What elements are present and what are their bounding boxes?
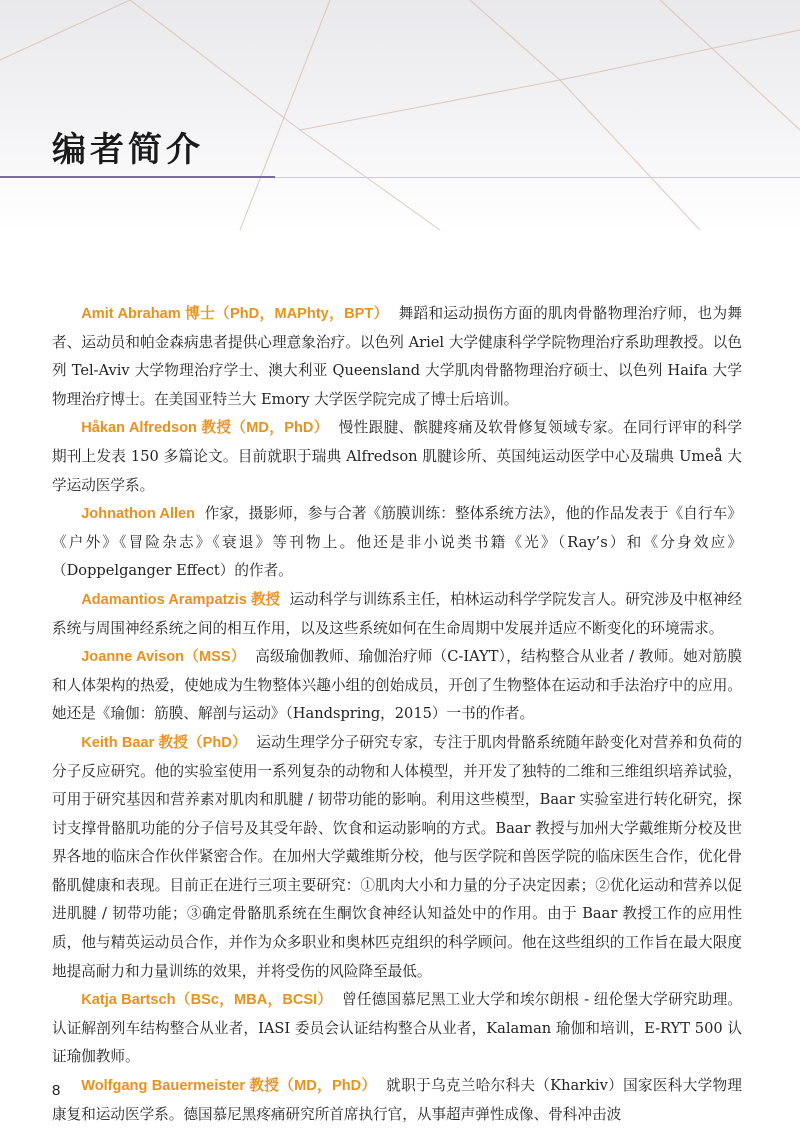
- contributor-name: Amit Abraham 博士（PhD，MAPhty，BPT）: [81, 306, 389, 322]
- contributor-entry: [52, 1072, 742, 1129]
- contributor-name: Joanne Avison（MSS）: [81, 649, 246, 666]
- title-underline: [0, 176, 275, 178]
- contributor-name: Katja Bartsch（BSc，MBA，BCSI）: [81, 992, 333, 1009]
- contributor-name: Wolfgang Bauermeister 教授（MD，PhD）: [81, 1078, 377, 1095]
- page-title: 编者简介: [52, 130, 204, 170]
- contributor-entry: [52, 586, 742, 643]
- contributor-bio: 高级瑜伽教师、瑜伽治疗师（C-IAYT），结构整合从业者 / 教师。她对筋膜和人体架构的热爱，使她成为生物整体兴趣小组的创始成员，开创了生物整体在运动和手法治疗中的应用。她还是《瑜伽：筋膜、解剖与运动》（Handspring，2015）一书的作者。: [52, 648, 743, 723]
- contributor-bio: 舞蹈和运动损伤方面的肌肉骨骼物理治疗师，也为舞者、运动员和帕金森病患者提供心理意象治疗。以色列 Ariel 大学健康科学学院物理治疗系助理教授。以色列 Tel-Aviv 大学物理治疗学士、澳大利亚 Queensland 大学肌肉骨骼物理治疗硕士、以色列 Haifa 大学物理治疗博士。在美国亚特兰大 Emory 大学医学院完成了博士后培训。: [52, 305, 742, 408]
- title-underline-extension: [275, 177, 800, 178]
- contributor-name: Johnathon Allen: [81, 506, 196, 523]
- contributor-entry: [52, 300, 742, 414]
- contributor-entry: [52, 500, 742, 586]
- contributor-entry: [52, 729, 742, 986]
- contributor-bio: 运动科学与训练系主任，柏林运动科学学院发言人。研究涉及中枢神经系统与周围神经系统之间的相互作用，以及这些系统如何在生命周期中发展并适应不断变化的环境需求。: [52, 590, 742, 637]
- contributor-bio: 曾任德国慕尼黑工业大学和埃尔朗根 - 纽伦堡大学研究助理。认证解剖列车结构整合从业者，IASI 委员会认证结构整合从业者，Kalaman 瑜伽和培训，E-RYT 500 认证瑜伽教师。: [52, 991, 742, 1066]
- header-decorative-lines: [0, 0, 800, 230]
- contributors-list: [52, 300, 742, 1129]
- contributor-bio: 就职于乌克兰哈尔科夫（Kharkiv）国家医科大学物理康复和运动医学系。德国慕尼黑疼痛研究所首席执行官，从事超声弹性成像、骨科冲击波: [52, 1077, 742, 1123]
- contributor-entry: [52, 414, 742, 500]
- contributor-name: Keith Baar 教授（PhD）: [81, 734, 247, 751]
- contributor-entry: [52, 986, 742, 1072]
- contributor-bio: 作家，摄影师，参与合著《筋膜训练：整体系统方法》，他的作品发表于《自行车》《户外》《冒险杂志》《衰退》等刊物上。他还是非小说类书籍《光》（Ray’s）和《分身效应》（Doppelganger Effect）的作者。: [52, 505, 742, 580]
- contributor-name: Adamantios Arampatzis 教授: [81, 591, 281, 608]
- page-number: 8: [52, 1082, 61, 1099]
- contributor-name: Håkan Alfredson 教授（MD，PhD）: [81, 420, 329, 437]
- contributor-entry: [52, 643, 742, 729]
- contributor-bio: 慢性跟腱、髌腱疼痛及软骨修复领域专家。在同行评审的科学期刊上发表 150 多篇论文。目前就职于瑞典 Alfredson 肌腱诊所、英国纯运动医学中心及瑞典 Umeå 大学运动医学系。: [52, 419, 742, 494]
- contributor-bio: 运动生理学分子研究专家，专注于肌肉骨骼系统随年龄变化对营养和负荷的分子反应研究。他的实验室使用一系列复杂的动物和人体模型，并开发了独特的二维和三维组织培养试验，可用于研究基因和营养素对肌肉和肌腱 / 韧带功能的影响。利用这些模型，Baar 实验室进行转化研究，探讨支撑骨骼肌功能的分子信号及其受年龄、饮食和运动影响的方式。Baar 教授与加州大学戴维斯分校及世界各地的临床合作伙伴紧密合作。在加州大学戴维斯分校，他与医学院和兽医学院的临床医生合作，优化骨骼肌健康和表现。目前正在进行三项主要研究：①肌肉大小和力量的分子决定因素；②优化运动和营养以促进肌腱 / 韧带功能；③确定骨骼肌系统在生酮饮食神经认知益处中的作用。由于 Baar 教授工作的应用性质，他与精英运动员合作，并作为众多职业和奥林匹克组织的科学顾问。他在这些组织的工作旨在最大限度地提高耐力和力量训练的效果，并将受伤的风险降至最低。: [52, 733, 742, 980]
